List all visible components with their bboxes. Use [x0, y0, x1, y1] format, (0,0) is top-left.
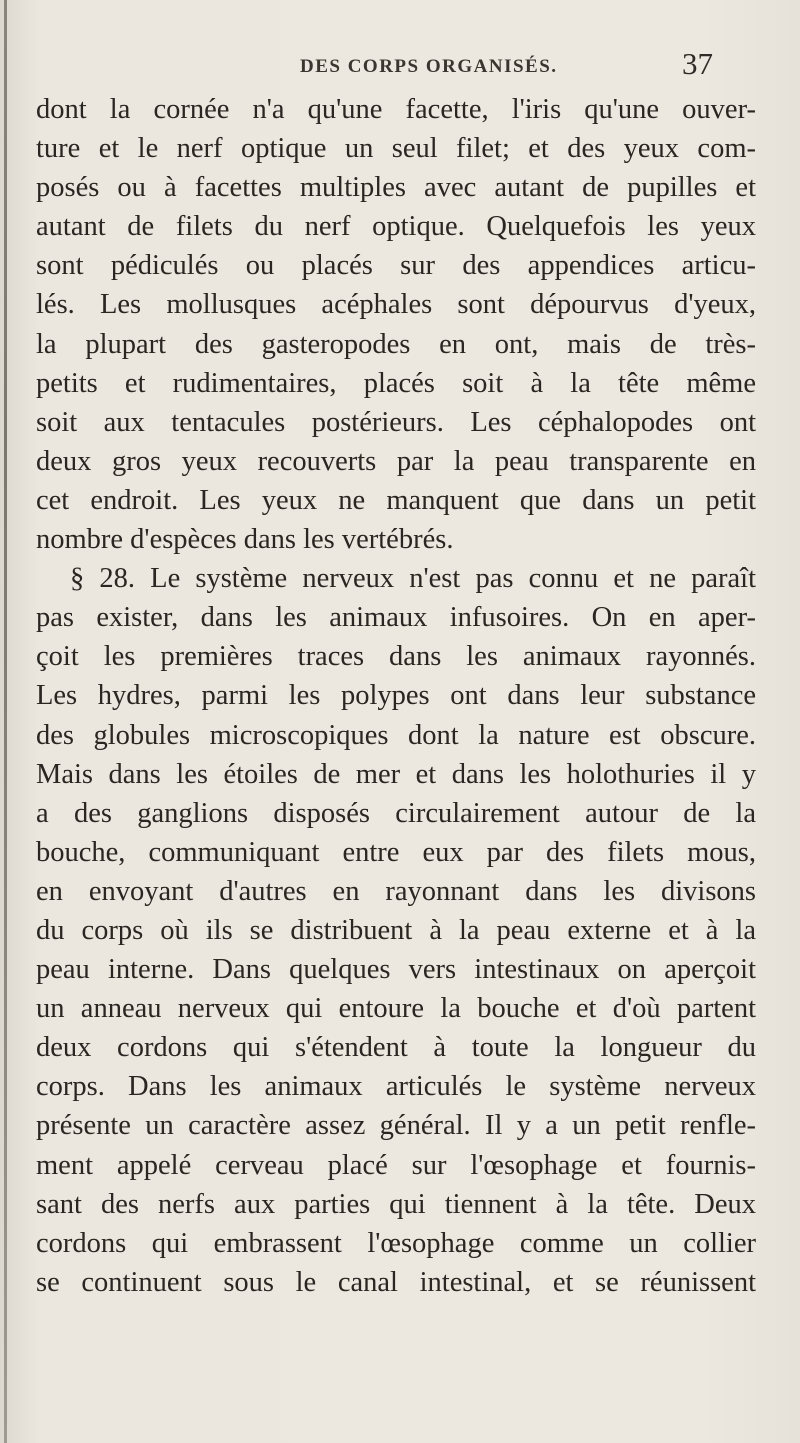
- page-binding-edge: [4, 0, 7, 1443]
- text-line: des globules microscopiques dont la nature est obscure.: [36, 719, 756, 751]
- text-line: a des ganglions disposés circulairement autour de la: [36, 797, 756, 829]
- text-line: corps. Dans les animaux articulés le système nerveux: [36, 1071, 756, 1103]
- text-line: un anneau nerveux qui entoure la bouche et d'où partent: [36, 993, 756, 1025]
- text-line: ment appelé cerveau placé sur l'œsophage et fournis-: [36, 1149, 756, 1181]
- text-line: çoit les premières traces dans les animaux rayonnés.: [36, 641, 756, 673]
- text-line: la plupart des gasteropodes en ont, mais de très-: [36, 328, 756, 360]
- text-line: deux cordons qui s'étendent à toute la longueur du: [36, 1032, 756, 1064]
- text-line: lés. Les mollusques acéphales sont dépourvus d'yeux,: [36, 289, 756, 321]
- body-text: [36, 90, 756, 1302]
- text-line: autant de filets du nerf optique. Quelquefois les yeux: [36, 211, 756, 243]
- text-line: dont la cornée n'a qu'une facette, l'iris qu'une ouver-: [36, 94, 756, 125]
- text-line: sont pédiculés ou placés sur des appendices articu-: [36, 250, 756, 282]
- paragraph-start-line: § 28. Le système nerveux n'est pas connu et ne paraît: [70, 563, 756, 595]
- text-line: cordons qui embrassent l'œsophage comme un collier: [36, 1227, 756, 1259]
- text-line: bouche, communiquant entre eux par des filets mous,: [36, 836, 756, 868]
- text-line: petits et rudimentaires, placés soit à la tête même: [36, 367, 756, 399]
- page-number: 37: [682, 46, 713, 81]
- text-line: Les hydres, parmi les polypes ont dans leur substance: [36, 680, 756, 712]
- text-line: sant des nerfs aux parties qui tiennent à la tête. Deux: [36, 1188, 756, 1220]
- text-line: nombre d'espèces dans les vertébrés.: [36, 524, 454, 556]
- text-line: posés ou à facettes multiples avec autant de pupilles et: [36, 172, 756, 204]
- text-line: pas exister, dans les animaux infusoires. On en aper-: [36, 602, 756, 634]
- text-line: soit aux tentacules postérieurs. Les céphalopodes ont: [36, 406, 756, 438]
- text-line: se continuent sous le canal intestinal, et se réunissent: [36, 1266, 756, 1298]
- page-header: [0, 46, 800, 86]
- text-line: du corps où ils se distribuent à la peau externe et à la: [36, 914, 756, 946]
- text-line: en envoyant d'autres en rayonnant dans les divisons: [36, 875, 756, 907]
- text-line: cet endroit. Les yeux ne manquent que dans un petit: [36, 484, 756, 516]
- text-line: ture et le nerf optique un seul filet; et des yeux com-: [36, 133, 756, 165]
- text-line: peau interne. Dans quelques vers intestinaux on aperçoit: [36, 954, 756, 986]
- text-line: Mais dans les étoiles de mer et dans les holothuries il y: [36, 758, 756, 790]
- running-head: DES CORPS ORGANISÉS.: [300, 56, 558, 77]
- text-line: deux gros yeux recouverts par la peau transparente en: [36, 445, 756, 477]
- text-line: présente un caractère assez général. Il y a un petit renfle-: [36, 1110, 756, 1142]
